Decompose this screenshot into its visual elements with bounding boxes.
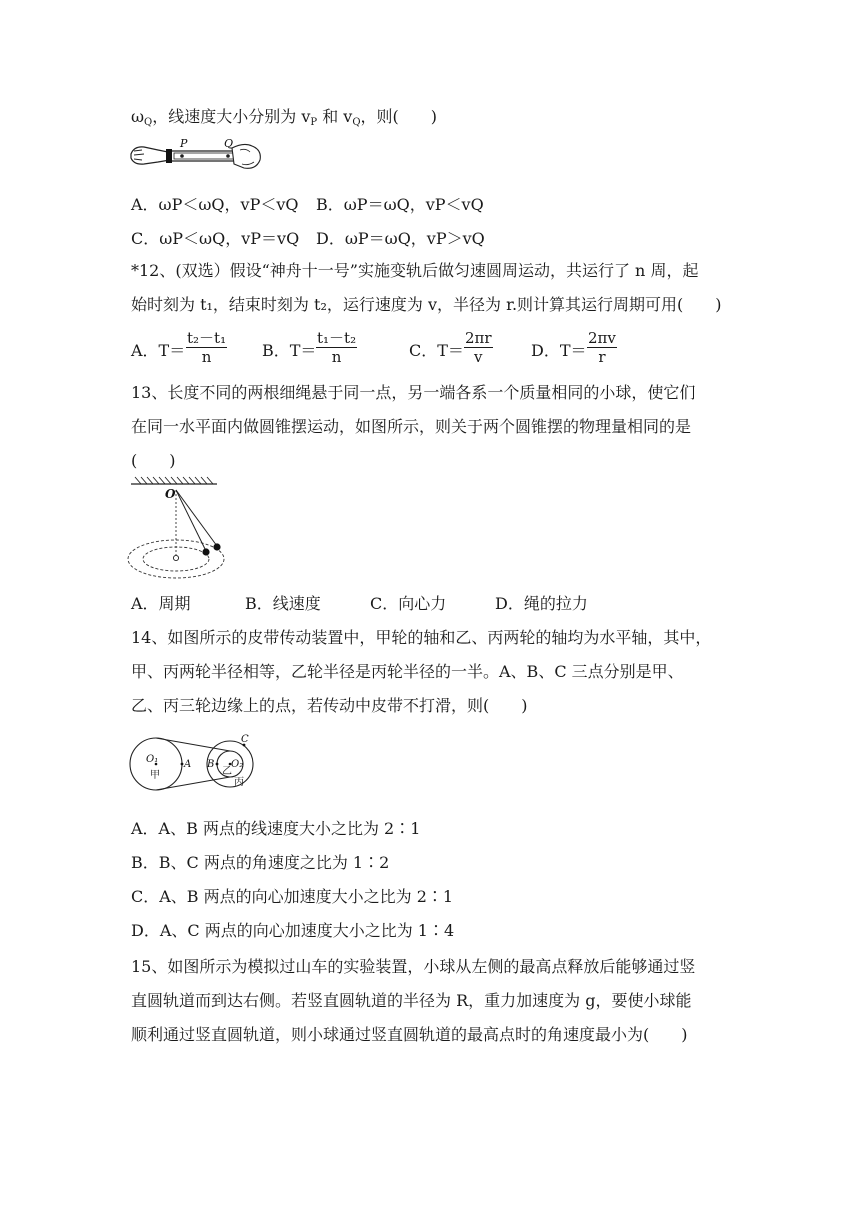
q11-stem-line: $\omega_Q$，线速度大小分别为 $v_P$ 和 $v_Q$，则( ) xyxy=(131,107,438,128)
label-q: Q xyxy=(224,137,234,150)
q13-option-a: A．周期 xyxy=(131,594,191,613)
q12-option-d-label: D．T＝ xyxy=(531,341,587,360)
q11-wrench-figure xyxy=(128,136,268,176)
q14-stem-line-2: 甲、丙两轮半径相等，乙轮半径是丙轮半径的一半。A、B、C 三点分别是甲、 xyxy=(131,662,684,681)
label-b: B xyxy=(207,759,215,770)
q11-option-a: A．ωP＜ωQ，vP＜vQ xyxy=(131,195,299,214)
q11-option-b: B．ωP＝ωQ，vP＜vQ xyxy=(316,195,484,214)
label-bing: 丙 xyxy=(234,777,244,788)
label-a: A xyxy=(184,759,192,770)
q14-option-a: A．A、B 两点的线速度大小之比为 2∶1 xyxy=(131,819,421,838)
q14-option-d: D．A、C 两点的向心加速度大小之比为 1∶4 xyxy=(131,921,455,940)
q13-conical-pendulum-figure xyxy=(125,476,237,586)
q14-stem-line-1: 14、如图所示的皮带传动装置中，甲轮的轴和乙、丙两轮的轴均为水平轴，其中， xyxy=(131,628,712,647)
q14-option-c: C．A、B 两点的向心加速度大小之比为 2∶1 xyxy=(131,887,454,906)
q14-stem-line-3: 乙、丙三轮边缘上的点，若传动中皮带不打滑，则( ) xyxy=(131,696,528,715)
q13-option-d: D．绳的拉力 xyxy=(495,594,588,613)
q14-belt-drive-figure xyxy=(126,732,258,794)
q15-stem-line-3: 顺利通过竖直圆轨道，则小球通过竖直圆轨道的最高点时的角速度最小为( ) xyxy=(131,1025,688,1044)
q12-option-c-label: C．T＝ xyxy=(409,341,464,360)
q13-option-b: B．线速度 xyxy=(245,594,321,613)
label-o1: O₁ xyxy=(146,754,159,765)
q12-option-b-label: B．T＝ xyxy=(262,341,317,360)
label-o2: O₂ xyxy=(231,759,244,770)
q15-stem-line-2: 直圆轨道而到达右侧。若竖直圆轨道的半径为 R，重力加速度为 g，要使小球能 xyxy=(131,991,692,1010)
q13-option-c: C．向心力 xyxy=(370,594,447,613)
label-jia: 甲 xyxy=(150,770,160,781)
q11-option-d: D．ωP＝ωQ，vP＞vQ xyxy=(316,229,485,248)
q12-option-c-fraction: $\frac{2\pi r}{v}$ xyxy=(465,329,492,366)
q15-stem-line-1: 15、如图所示为模拟过山车的实验装置，小球从左侧的最高点释放后能够通过竖 xyxy=(131,957,696,976)
q12-stem-line-2: 始时刻为 t₁，结束时刻为 t₂，运行速度为 v，半径为 r.则计算其运行周期可用( ) xyxy=(131,295,722,314)
q13-stem-line-2: 在同一水平面内做圆锥摆运动，如图所示，则关于两个圆锥摆的物理量相同的是 xyxy=(131,417,692,436)
q13-stem-line-1: 13、长度不同的两根细绳悬于同一点，另一端各系一个质量相同的小球，使它们 xyxy=(131,383,696,402)
q12-option-d-fraction: $\frac{2\pi v}{r}$ xyxy=(588,329,616,366)
q12-option-a-label: A．T＝ xyxy=(131,341,186,360)
q12-stem-line-1: *12、(双选）假设“神舟十一号”实施变轨后做匀速圆周运动，共运行了 n 周，起 xyxy=(131,261,699,280)
label-c: C xyxy=(241,734,249,745)
q12-option-b-fraction: $\frac{\text{t₁－t₂}}{n}$ xyxy=(317,329,357,366)
q13-stem-line-3: ( ) xyxy=(131,451,176,470)
q12-option-a-fraction: $\frac{\text{t₂－t₁}}{n}$ xyxy=(187,329,227,366)
q11-option-c: C．ωP＜ωQ，vP＝vQ xyxy=(131,229,300,248)
label-p: P xyxy=(180,137,188,150)
q14-option-b: B．B、C 两点的角速度之比为 1∶2 xyxy=(131,853,390,872)
label-yi: 乙 xyxy=(222,766,232,777)
label-o: O xyxy=(165,487,176,501)
